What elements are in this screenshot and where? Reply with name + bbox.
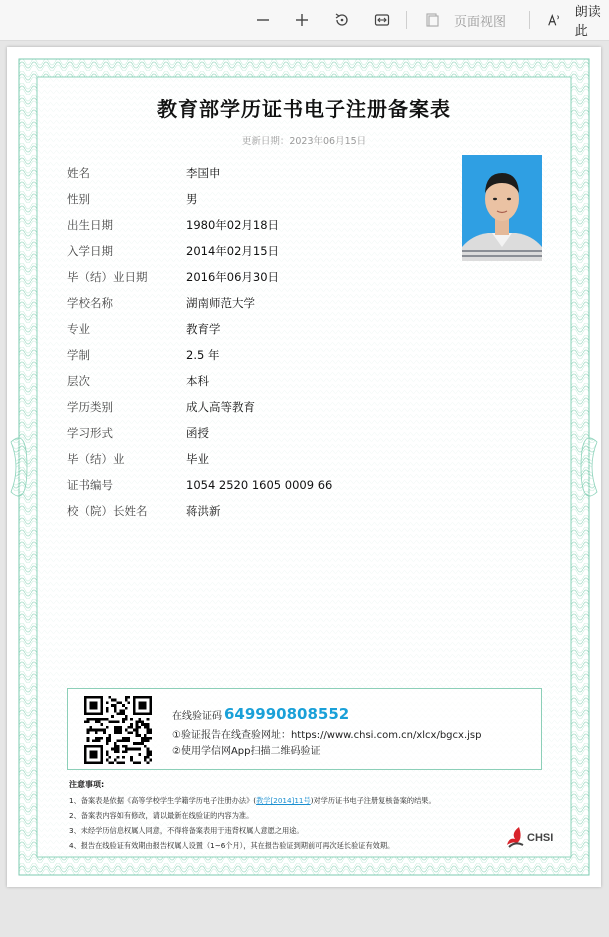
verify-url-instruction: ①验证报告在线查验网址：https://www.chsi.com.cn/xlcx/bgcx.jsp [172,730,482,741]
zoom-in-icon[interactable] [291,8,313,32]
field-value: 2016年06月30日 [186,270,280,284]
field-label: 专业 [67,322,90,336]
field-row [67,163,221,183]
field-value: 1054 2520 1605 0009 66 [186,478,333,492]
note-4: 4、报告在线验证有效期由报告权属人设置（1~6个月），其在报告验证到期前可再次延长验证有效期。 [69,841,395,850]
field-label: 层次 [67,374,90,388]
field-value: 成人高等教育 [186,400,255,414]
field-value: 毕业 [186,452,209,466]
field-label: 证书编号 [67,478,113,492]
field-label: 出生日期 [67,218,113,232]
toolbar-separator [529,11,530,29]
field-label: 毕（结）业日期 [67,270,148,284]
field-label: 学习形式 [67,426,113,440]
field-row [67,293,255,313]
field-value: 蒋洪新 [186,504,221,518]
field-row [67,189,198,209]
verification-code: 649990808552 [224,705,350,723]
field-label: 学历类别 [67,400,113,414]
field-value: 李国申 [186,166,221,180]
page-view-label: 页面视图 [454,14,507,30]
field-label: 学制 [67,348,90,362]
page-view-button[interactable] [424,8,522,32]
field-value: 教育学 [186,322,221,336]
verification-code-label: 在线验证码 [172,711,222,722]
field-row [67,371,209,391]
field-row [67,423,209,443]
field-value: 函授 [186,426,209,440]
certificate-page [7,47,601,887]
notes-title: 注意事项: [69,780,105,789]
field-value: 2014年02月15日 [186,244,280,258]
zoom-out-icon[interactable] [252,8,274,32]
update-date: 更新日期：2023年06月15日 [241,136,367,147]
chsi-logo-icon [505,825,525,851]
viewer-toolbar [0,0,609,41]
field-label: 姓名 [67,166,90,180]
field-row [67,449,209,469]
note-3: 3、未经学历信息权属人同意，不得将备案表用于违背权属人意愿之用途。 [69,826,304,835]
verification-code-line [172,705,349,723]
field-label: 毕（结）业 [67,452,125,466]
field-row [67,345,219,365]
online-verification-box [67,688,542,770]
read-aloud-icon [547,12,563,28]
note-2: 2、备案表内容如有修改，请以最新在线验证的内容为准。 [69,811,254,820]
note-1 [69,796,436,806]
student-photo [462,155,542,261]
note-1-text: 1、备案表是依据《高等学校学生学籍学历电子注册办法》( [69,796,257,805]
field-row [67,215,279,235]
regulation-link[interactable]: 教学[2014]11号 [256,796,311,805]
toolbar-separator [406,11,407,29]
field-value: 2.5 年 [186,348,220,362]
page-view-icon [424,12,440,28]
field-label: 校（院）长姓名 [67,504,148,518]
read-aloud-label: 朗读此 [574,5,601,39]
chsi-logo [505,823,557,853]
rotate-icon[interactable] [331,8,353,32]
fit-width-icon[interactable] [371,8,393,32]
field-row [67,475,332,495]
verify-app-instruction: ②使用学信网App扫描二维码验证 [172,746,321,757]
field-label: 学校名称 [67,296,113,310]
field-value: 湖南师范大学 [186,296,255,310]
field-row [67,241,279,261]
field-label: 入学日期 [67,244,113,258]
field-value: 男 [186,192,198,206]
field-label: 性别 [67,192,90,206]
field-row [67,267,279,287]
note-1-text-end: )对学历证书电子注册复核备案的结果。 [310,796,436,805]
read-aloud-button[interactable] [547,5,609,39]
field-row [67,397,255,417]
certificate-title: 教育部学历证书电子注册备案表 [157,97,451,121]
field-row [67,319,221,339]
chsi-logo-text: CHSI [527,832,554,844]
field-row [67,501,221,521]
field-value: 本科 [186,374,209,388]
qr-code[interactable] [84,696,152,764]
field-value: 1980年02月18日 [186,218,280,232]
